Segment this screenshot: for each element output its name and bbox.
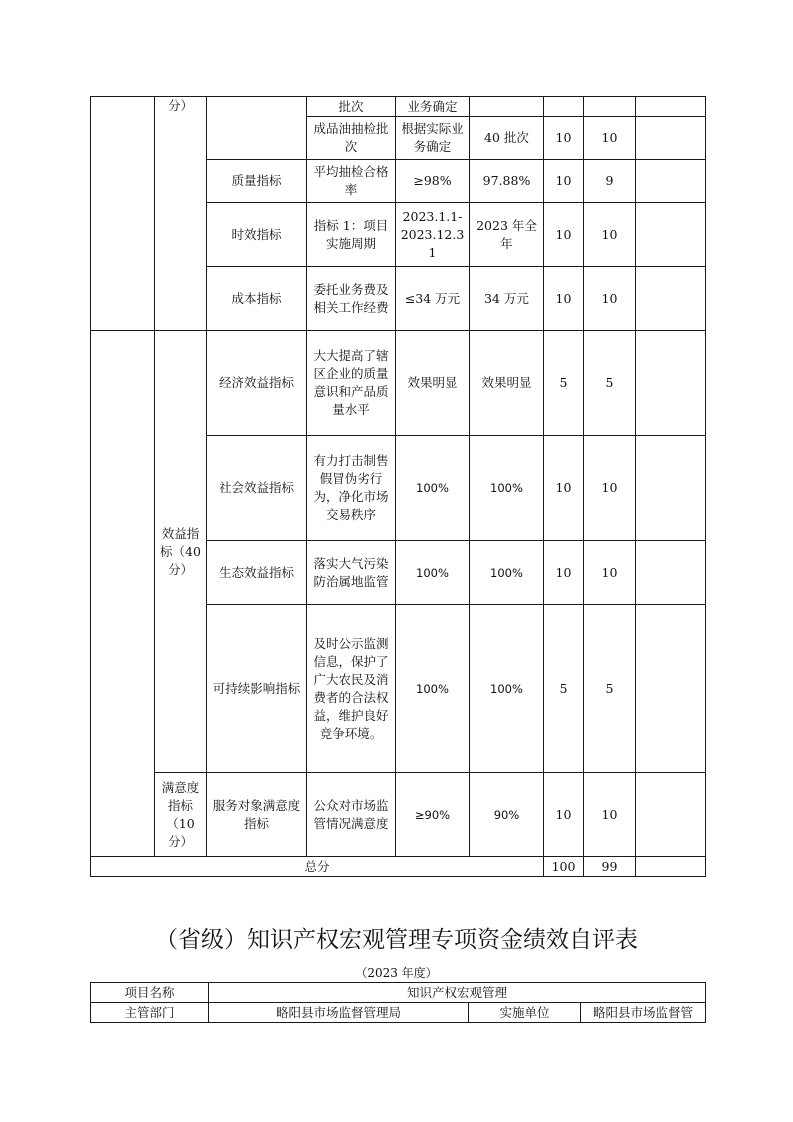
actual-cell: 90% (470, 773, 544, 857)
note-cell (636, 160, 706, 203)
weight-cell: 10 (544, 203, 584, 267)
sub-category-cell: 经济效益指标 (207, 331, 307, 436)
dept-value: 略阳县市场监督管理局 (209, 1003, 469, 1023)
total-note (636, 857, 706, 877)
actual-cell: 效果明显 (470, 331, 544, 436)
score-cell (584, 97, 636, 117)
sub-category-cell: 生态效益指标 (207, 541, 307, 605)
target-cell: 100% (396, 541, 470, 605)
table-row (91, 97, 706, 117)
blank-cell (91, 97, 155, 331)
actual-cell: 100% (470, 605, 544, 773)
score-cell: 9 (584, 160, 636, 203)
blank-cell (91, 331, 155, 857)
note-cell (636, 267, 706, 331)
sub-category-cell: 质量指标 (207, 160, 307, 203)
target-cell: ≥98% (396, 160, 470, 203)
total-label: 总分 (91, 857, 544, 877)
category-cell: 满意度指标（10 分） (155, 773, 207, 857)
sub-category-cell: 时效指标 (207, 203, 307, 267)
weight-cell: 10 (544, 117, 584, 160)
actual-cell: 40 批次 (470, 117, 544, 160)
total-row (91, 857, 706, 877)
impl-label: 实施单位 (469, 1003, 581, 1023)
actual-cell: 34 万元 (470, 267, 544, 331)
metric-cell: 成品油抽检批次 (307, 117, 396, 160)
actual-cell: 97.88% (470, 160, 544, 203)
score-cell: 10 (584, 203, 636, 267)
note-cell (636, 773, 706, 857)
performance-indicator-table (90, 96, 706, 877)
note-cell (636, 605, 706, 773)
category-cell: 效益指标（40 分） (155, 331, 207, 773)
score-cell: 10 (584, 773, 636, 857)
metric-cell: 落实大气污染防治属地监管 (307, 541, 396, 605)
metric-cell: 及时公示监测信息，保护了广大农民及消费者的合法权益，维护良好竞争环境。 (307, 605, 396, 773)
table-row (91, 773, 706, 857)
dept-label: 主管部门 (91, 1003, 209, 1023)
note-cell (636, 97, 706, 117)
target-cell: 100% (396, 605, 470, 773)
total-score: 99 (584, 857, 636, 877)
score-cell: 10 (584, 541, 636, 605)
project-name-value: 知识产权宏观管理 (209, 983, 706, 1003)
category-cell: 分） (155, 97, 207, 331)
score-cell: 5 (584, 331, 636, 436)
metric-cell: 大大提高了辖区企业的质量意识和产品质量水平 (307, 331, 396, 436)
project-info-table (90, 982, 706, 1023)
metric-cell: 批次 (307, 97, 396, 117)
score-cell: 5 (584, 605, 636, 773)
score-cell: 10 (584, 267, 636, 331)
metric-cell: 平均抽检合格率 (307, 160, 396, 203)
table-row (91, 983, 706, 1003)
weight-cell: 10 (544, 436, 584, 541)
actual-cell (470, 97, 544, 117)
project-name-label: 项目名称 (91, 983, 209, 1003)
table-row (91, 1003, 706, 1023)
score-cell: 10 (584, 117, 636, 160)
score-cell: 10 (584, 436, 636, 541)
sub-category-cell: 可持续影响指标 (207, 605, 307, 773)
weight-cell: 10 (544, 160, 584, 203)
weight-cell: 10 (544, 267, 584, 331)
impl-value: 略阳县市场监督管 (581, 1003, 706, 1023)
report-year: （2023 年度） (355, 966, 438, 980)
sub-category-cell (207, 97, 307, 160)
weight-cell: 10 (544, 773, 584, 857)
sub-category-cell: 服务对象满意度指标 (207, 773, 307, 857)
table-row (91, 331, 706, 436)
metric-cell: 指标 1：项目实施周期 (307, 203, 396, 267)
weight-cell: 10 (544, 541, 584, 605)
note-cell (636, 541, 706, 605)
note-cell (636, 331, 706, 436)
target-cell: 100% (396, 436, 470, 541)
actual-cell: 100% (470, 436, 544, 541)
weight-cell: 5 (544, 331, 584, 436)
metric-cell: 委托业务费及相关工作经费 (307, 267, 396, 331)
target-cell: 效果明显 (396, 331, 470, 436)
page-title: （省级）知识产权宏观管理专项资金绩效自评表 (155, 927, 638, 953)
target-cell: ≤34 万元 (396, 267, 470, 331)
target-cell: ≥90% (396, 773, 470, 857)
sub-category-cell: 社会效益指标 (207, 436, 307, 541)
note-cell (636, 436, 706, 541)
weight-cell (544, 97, 584, 117)
note-cell (636, 117, 706, 160)
weight-cell: 5 (544, 605, 584, 773)
target-cell: 根据实际业务确定 (396, 117, 470, 160)
note-cell (636, 203, 706, 267)
total-weight: 100 (544, 857, 584, 877)
target-cell: 业务确定 (396, 97, 470, 117)
sub-category-cell: 成本指标 (207, 267, 307, 331)
target-cell: 2023.1.1-2023.12.31 (396, 203, 470, 267)
actual-cell: 2023 年全年 (470, 203, 544, 267)
actual-cell: 100% (470, 541, 544, 605)
metric-cell: 公众对市场监管情况满意度 (307, 773, 396, 857)
metric-cell: 有力打击制售假冒伪劣行为，净化市场交易秩序 (307, 436, 396, 541)
